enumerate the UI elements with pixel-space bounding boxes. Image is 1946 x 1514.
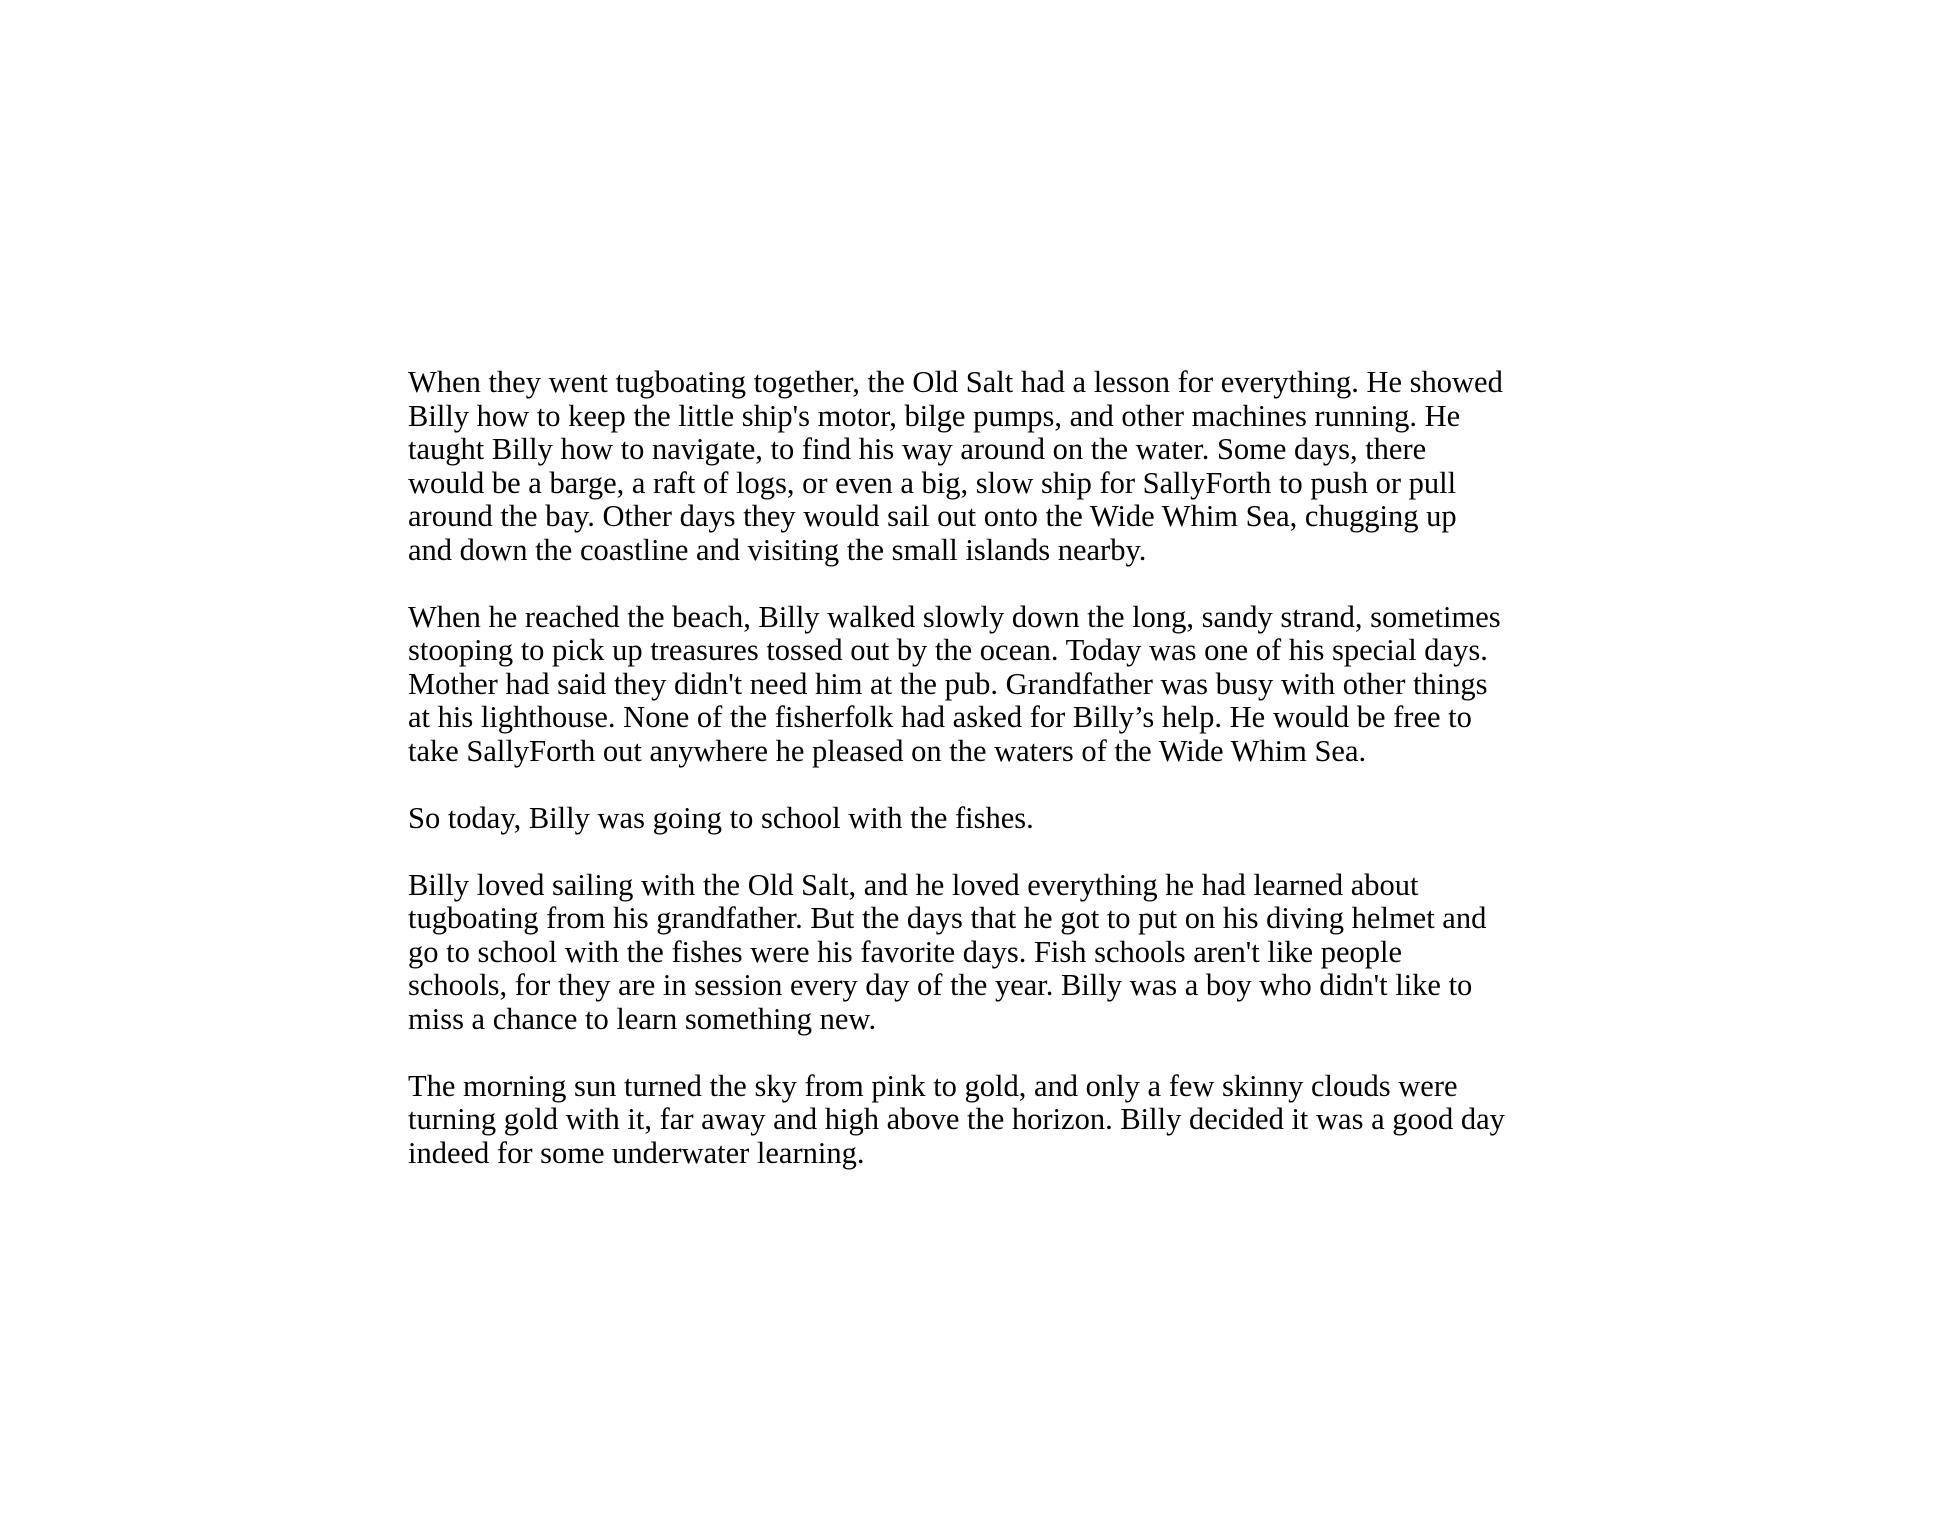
paragraph-5	[408, 1070, 1608, 1171]
text-line: go to school with the fishes were his favorite days. Fish schools aren't like people	[408, 934, 1403, 969]
text-line: at his lighthouse. None of the fisherfolk had asked for Billy’s help. He would be free to	[408, 700, 1472, 734]
text-line: stooping to pick up treasures tossed out by the ocean. Today was one of his special days.	[408, 633, 1488, 667]
paragraph-4	[408, 869, 1608, 1037]
text-line: Billy how to keep the little ship's motor, bilge pumps, and other machines running. He	[408, 398, 1461, 433]
text-line: around the bay. Other days they would sail out onto the Wide Whim Sea, chugging up	[408, 499, 1457, 533]
text-line: So today, Billy was going to school with the fishes.	[408, 800, 1034, 835]
text-line: schools, for they are in session every day of the year. Billy was a boy who didn't like to	[408, 968, 1473, 1002]
text-line: miss a chance to learn something new.	[408, 1001, 877, 1036]
paragraph-2	[408, 601, 1608, 769]
text-line: would be a barge, a raft of logs, or even a big, slow ship for SallyForth to push or pull	[408, 465, 1457, 500]
text-line: turning gold with it, far away and high above the horizon. Billy decided it was a good day	[408, 1102, 1505, 1136]
text-line: and down the coastline and visiting the small islands nearby.	[408, 532, 1147, 567]
text-line: indeed for some underwater learning.	[408, 1135, 865, 1170]
paragraph-1	[408, 366, 1608, 567]
text-line: tugboating from his grandfather. But the days that he got to put on his diving helmet and	[408, 901, 1487, 935]
text-line: take SallyForth out anywhere he pleased on the waters of the Wide Whim Sea.	[408, 733, 1367, 768]
paragraph-3	[408, 802, 1608, 836]
text-line: When he reached the beach, Billy walked slowly down the long, sandy strand, sometimes	[408, 599, 1501, 634]
text-line: Billy loved sailing with the Old Salt, and he loved everything he had learned about	[408, 867, 1419, 902]
text-line: The morning sun turned the sky from pink to gold, and only a few skinny clouds were	[408, 1068, 1458, 1103]
text-line: When they went tugboating together, the Old Salt had a lesson for everything. He showed	[408, 365, 1503, 399]
text-line: Mother had said they didn't need him at the pub. Grandfather was busy with other things	[408, 666, 1488, 701]
story-text	[408, 366, 1608, 1204]
text-line: taught Billy how to navigate, to find his way around on the water. Some days, there	[408, 432, 1427, 466]
